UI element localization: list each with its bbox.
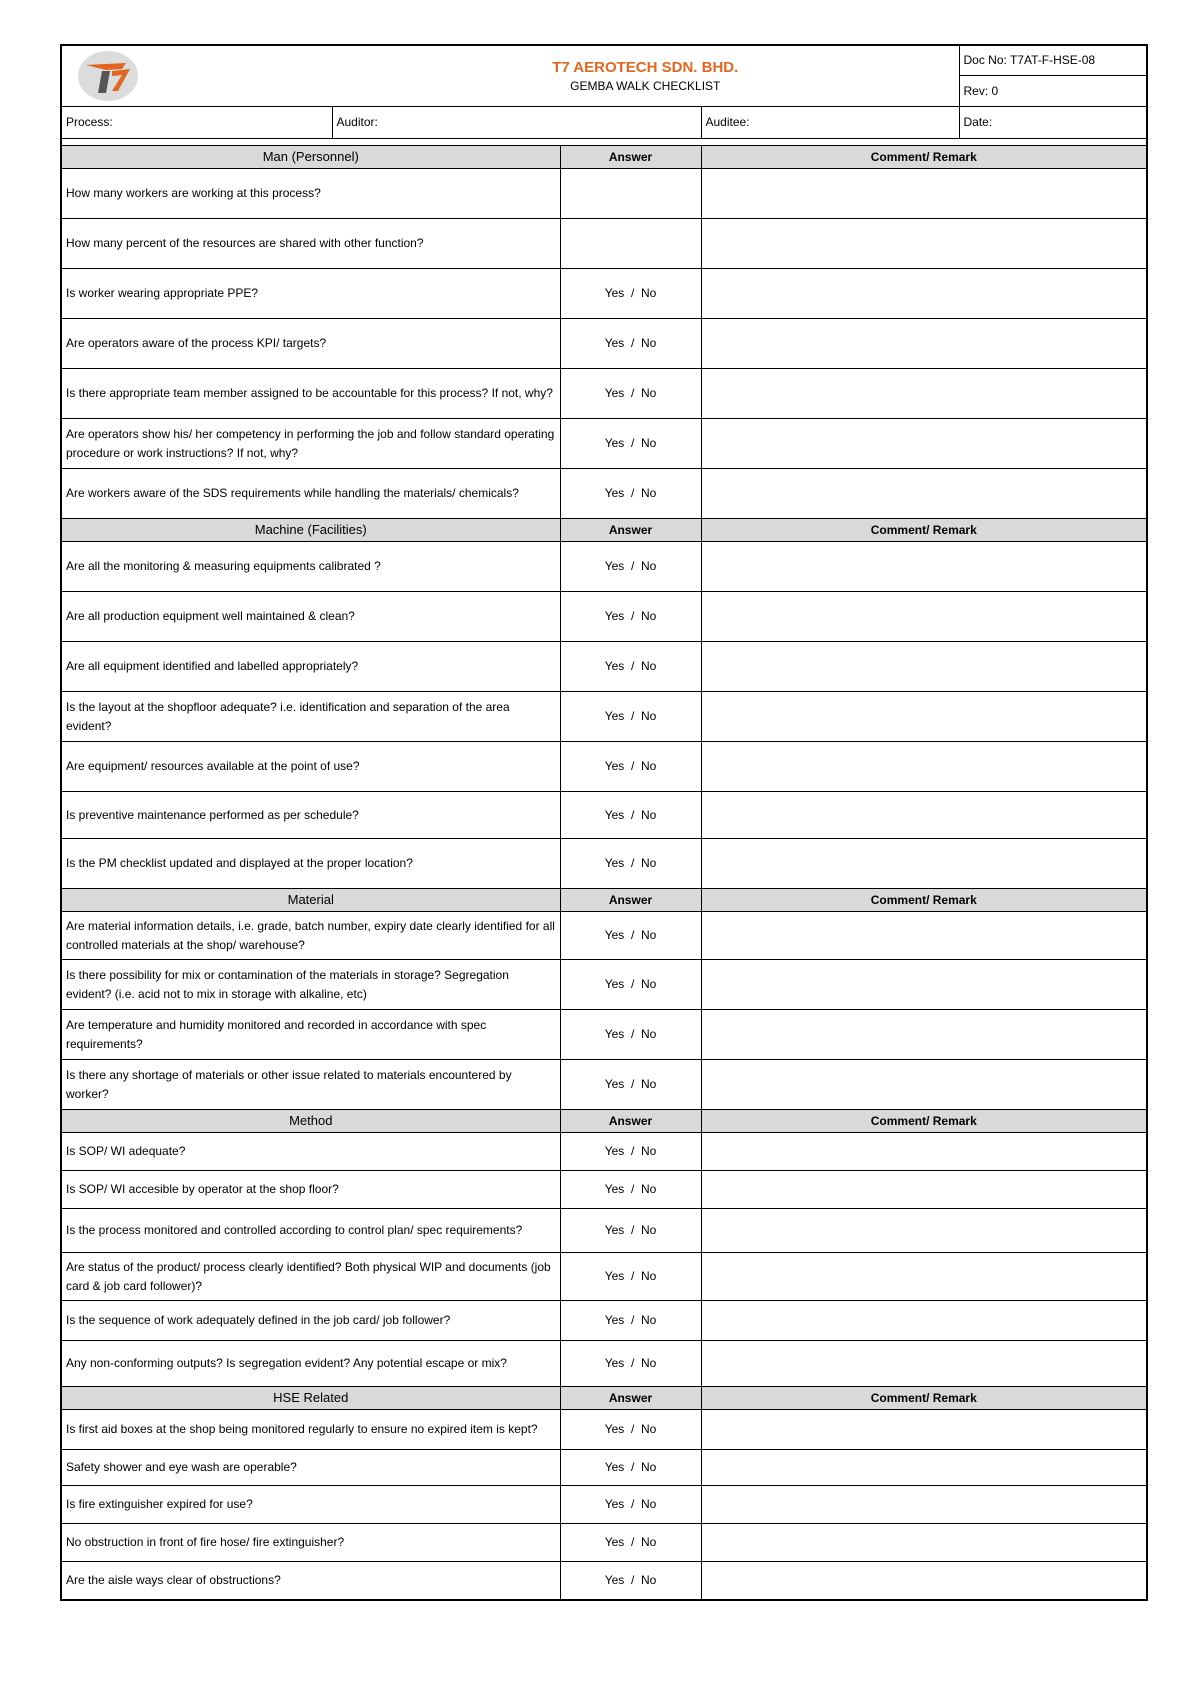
section-title: Method bbox=[61, 1110, 560, 1133]
checklist-row bbox=[61, 1010, 1147, 1060]
remark-column-header: Comment/ Remark bbox=[701, 1110, 1147, 1133]
answer-column-header: Answer bbox=[560, 1110, 701, 1133]
question-text: Are all production equipment well maintained & clean? bbox=[61, 592, 560, 642]
answer-cell[interactable]: Yes / No bbox=[560, 1010, 701, 1060]
remark-cell[interactable] bbox=[701, 792, 1147, 839]
remark-cell[interactable] bbox=[701, 269, 1147, 319]
question-text: No obstruction in front of fire hose/ fire extinguisher? bbox=[61, 1524, 560, 1562]
section-title: Machine (Facilities) bbox=[61, 519, 560, 542]
question-text: Any non-conforming outputs? Is segregation evident? Any potential escape or mix? bbox=[61, 1341, 560, 1387]
auditor-field[interactable]: Auditor: bbox=[332, 107, 701, 139]
question-text: Are all equipment identified and labelled appropriately? bbox=[61, 642, 560, 692]
question-text: Is there appropriate team member assigned to be accountable for this process? If not, why? bbox=[61, 369, 560, 419]
remark-cell[interactable] bbox=[701, 469, 1147, 519]
checklist-row bbox=[61, 839, 1147, 889]
answer-cell[interactable]: Yes / No bbox=[560, 1341, 701, 1387]
checklist-row bbox=[61, 1209, 1147, 1253]
remark-cell[interactable] bbox=[701, 219, 1147, 269]
question-text: How many percent of the resources are shared with other function? bbox=[61, 219, 560, 269]
checklist-row bbox=[61, 792, 1147, 839]
checklist-row bbox=[61, 1253, 1147, 1301]
section-header-row bbox=[61, 519, 1147, 542]
question-text: Is there any shortage of materials or other issue related to materials encountered by worker? bbox=[61, 1060, 560, 1110]
answer-cell[interactable]: Yes / No bbox=[560, 839, 701, 889]
answer-cell[interactable]: Yes / No bbox=[560, 742, 701, 792]
checklist-row bbox=[61, 960, 1147, 1010]
section-header-row bbox=[61, 1110, 1147, 1133]
remark-cell[interactable] bbox=[701, 419, 1147, 469]
answer-column-header: Answer bbox=[560, 1387, 701, 1410]
checklist-row bbox=[61, 542, 1147, 592]
question-text: Are operators show his/ her competency in performing the job and follow standard operating procedure or work instructions? If not, why? bbox=[61, 419, 560, 469]
answer-cell[interactable]: Yes / No bbox=[560, 1253, 701, 1301]
question-text: Is there possibility for mix or contamination of the materials in storage? Segregation evident? (i.e. acid not to mix in storage with alkaline, etc) bbox=[61, 960, 560, 1010]
remark-cell[interactable] bbox=[701, 1171, 1147, 1209]
remark-cell[interactable] bbox=[701, 1410, 1147, 1450]
answer-cell[interactable]: Yes / No bbox=[560, 642, 701, 692]
remark-cell[interactable] bbox=[701, 1562, 1147, 1600]
checklist-row bbox=[61, 692, 1147, 742]
doc-number: Doc No: T7AT-F-HSE-08 bbox=[959, 45, 1147, 76]
remark-cell[interactable] bbox=[701, 1450, 1147, 1486]
section-header-row bbox=[61, 1387, 1147, 1410]
checklist-row bbox=[61, 319, 1147, 369]
question-text: Are material information details, i.e. grade, batch number, expiry date clearly identified for all controlled materials at the shop/ warehouse? bbox=[61, 912, 560, 960]
checklist-row bbox=[61, 1301, 1147, 1341]
checklist-row bbox=[61, 1060, 1147, 1110]
answer-cell[interactable]: Yes / No bbox=[560, 1450, 701, 1486]
remark-column-header: Comment/ Remark bbox=[701, 889, 1147, 912]
remark-cell[interactable] bbox=[701, 542, 1147, 592]
checklist-row bbox=[61, 269, 1147, 319]
answer-cell[interactable]: Yes / No bbox=[560, 319, 701, 369]
answer-column-header: Answer bbox=[560, 519, 701, 542]
question-text: Are status of the product/ process clearly identified? Both physical WIP and documents (job card & job card follower)? bbox=[61, 1253, 560, 1301]
checklist-row bbox=[61, 219, 1147, 269]
answer-cell[interactable]: Yes / No bbox=[560, 1486, 701, 1524]
form-title: GEMBA WALK CHECKLIST bbox=[570, 79, 721, 93]
remark-column-header: Comment/ Remark bbox=[701, 146, 1147, 169]
question-text: Are equipment/ resources available at the point of use? bbox=[61, 742, 560, 792]
section-title: Material bbox=[61, 889, 560, 912]
checklist-row bbox=[61, 1410, 1147, 1450]
answer-cell[interactable]: Yes / No bbox=[560, 1133, 701, 1171]
revision: Rev: 0 bbox=[959, 76, 1147, 107]
auditee-field[interactable]: Auditee: bbox=[701, 107, 959, 139]
remark-cell[interactable] bbox=[701, 1341, 1147, 1387]
remark-cell[interactable] bbox=[701, 369, 1147, 419]
process-field[interactable]: Process: bbox=[61, 107, 332, 139]
checklist-row bbox=[61, 169, 1147, 219]
question-text: Are all the monitoring & measuring equipments calibrated ? bbox=[61, 542, 560, 592]
remark-cell[interactable] bbox=[701, 960, 1147, 1010]
date-field[interactable]: Date: bbox=[959, 107, 1147, 139]
checklist-row bbox=[61, 469, 1147, 519]
answer-column-header: Answer bbox=[560, 889, 701, 912]
remark-cell[interactable] bbox=[701, 692, 1147, 742]
answer-cell[interactable] bbox=[560, 169, 701, 219]
remark-cell[interactable] bbox=[701, 839, 1147, 889]
answer-cell[interactable]: Yes / No bbox=[560, 960, 701, 1010]
answer-cell[interactable]: Yes / No bbox=[560, 369, 701, 419]
checklist-row bbox=[61, 1524, 1147, 1562]
answer-cell[interactable]: Yes / No bbox=[560, 469, 701, 519]
answer-cell[interactable]: Yes / No bbox=[560, 542, 701, 592]
checklist-row bbox=[61, 1450, 1147, 1486]
checklist-row bbox=[61, 1171, 1147, 1209]
question-text: How many workers are working at this process? bbox=[61, 169, 560, 219]
answer-cell[interactable] bbox=[560, 219, 701, 269]
question-text: Is the layout at the shopfloor adequate? i.e. identification and separation of the area evident? bbox=[61, 692, 560, 742]
question-text: Is the sequence of work adequately defined in the job card/ job follower? bbox=[61, 1301, 560, 1341]
company-name: T7 AEROTECH SDN. BHD. bbox=[552, 59, 739, 76]
remark-cell[interactable] bbox=[701, 1010, 1147, 1060]
section-title: HSE Related bbox=[61, 1387, 560, 1410]
remark-cell[interactable] bbox=[701, 642, 1147, 692]
question-text: Safety shower and eye wash are operable? bbox=[61, 1450, 560, 1486]
remark-cell[interactable] bbox=[701, 1060, 1147, 1110]
checklist-row bbox=[61, 1133, 1147, 1171]
question-text: Is the PM checklist updated and displayed at the proper location? bbox=[61, 839, 560, 889]
title-block bbox=[332, 45, 959, 107]
question-text: Is the process monitored and controlled according to control plan/ spec requirements? bbox=[61, 1209, 560, 1253]
remark-cell[interactable] bbox=[701, 742, 1147, 792]
question-text: Are workers aware of the SDS requirements while handling the materials/ chemicals? bbox=[61, 469, 560, 519]
question-text: Is SOP/ WI adequate? bbox=[61, 1133, 560, 1171]
remark-cell[interactable] bbox=[701, 1133, 1147, 1171]
remark-cell[interactable] bbox=[701, 1486, 1147, 1524]
section-title: Man (Personnel) bbox=[61, 146, 560, 169]
answer-cell[interactable]: Yes / No bbox=[560, 792, 701, 839]
answer-cell[interactable]: Yes / No bbox=[560, 1524, 701, 1562]
question-text: Is fire extinguisher expired for use? bbox=[61, 1486, 560, 1524]
remark-cell[interactable] bbox=[701, 592, 1147, 642]
answer-cell[interactable]: Yes / No bbox=[560, 692, 701, 742]
answer-cell[interactable]: Yes / No bbox=[560, 269, 701, 319]
answer-cell[interactable]: Yes / No bbox=[560, 912, 701, 960]
checklist-row bbox=[61, 1486, 1147, 1524]
checklist-sheet bbox=[60, 44, 1146, 1601]
remark-column-header: Comment/ Remark bbox=[701, 1387, 1147, 1410]
question-text: Are temperature and humidity monitored and recorded in accordance with spec requirements? bbox=[61, 1010, 560, 1060]
answer-cell[interactable]: Yes / No bbox=[560, 1301, 701, 1341]
checklist-row bbox=[61, 742, 1147, 792]
answer-column-header: Answer bbox=[560, 146, 701, 169]
checklist-table bbox=[60, 44, 1148, 1601]
remark-cell[interactable] bbox=[701, 319, 1147, 369]
answer-cell[interactable]: Yes / No bbox=[560, 592, 701, 642]
remark-cell[interactable] bbox=[701, 169, 1147, 219]
logo-cell bbox=[61, 45, 332, 107]
question-text: Are the aisle ways clear of obstructions? bbox=[61, 1562, 560, 1600]
remark-cell[interactable] bbox=[701, 1524, 1147, 1562]
remark-cell[interactable] bbox=[701, 1209, 1147, 1253]
remark-cell[interactable] bbox=[701, 912, 1147, 960]
company-logo-icon bbox=[76, 49, 140, 103]
spacer-row bbox=[61, 139, 1147, 146]
remark-cell[interactable] bbox=[701, 1301, 1147, 1341]
answer-cell[interactable]: Yes / No bbox=[560, 1171, 701, 1209]
remark-cell[interactable] bbox=[701, 1253, 1147, 1301]
answer-cell[interactable]: Yes / No bbox=[560, 1410, 701, 1450]
question-text: Is SOP/ WI accesible by operator at the shop floor? bbox=[61, 1171, 560, 1209]
question-text: Is preventive maintenance performed as per schedule? bbox=[61, 792, 560, 839]
checklist-row bbox=[61, 1562, 1147, 1600]
checklist-row bbox=[61, 642, 1147, 692]
checklist-row bbox=[61, 912, 1147, 960]
section-header-row bbox=[61, 146, 1147, 169]
question-text: Are operators aware of the process KPI/ targets? bbox=[61, 319, 560, 369]
remark-column-header: Comment/ Remark bbox=[701, 519, 1147, 542]
checklist-row bbox=[61, 419, 1147, 469]
question-text: Is first aid boxes at the shop being monitored regularly to ensure no expired item is kept? bbox=[61, 1410, 560, 1450]
checklist-row bbox=[61, 369, 1147, 419]
checklist-row bbox=[61, 1341, 1147, 1387]
checklist-row bbox=[61, 592, 1147, 642]
answer-cell[interactable]: Yes / No bbox=[560, 1562, 701, 1600]
question-text: Is worker wearing appropriate PPE? bbox=[61, 269, 560, 319]
answer-cell[interactable]: Yes / No bbox=[560, 1060, 701, 1110]
answer-cell[interactable]: Yes / No bbox=[560, 1209, 701, 1253]
section-header-row bbox=[61, 889, 1147, 912]
answer-cell[interactable]: Yes / No bbox=[560, 419, 701, 469]
